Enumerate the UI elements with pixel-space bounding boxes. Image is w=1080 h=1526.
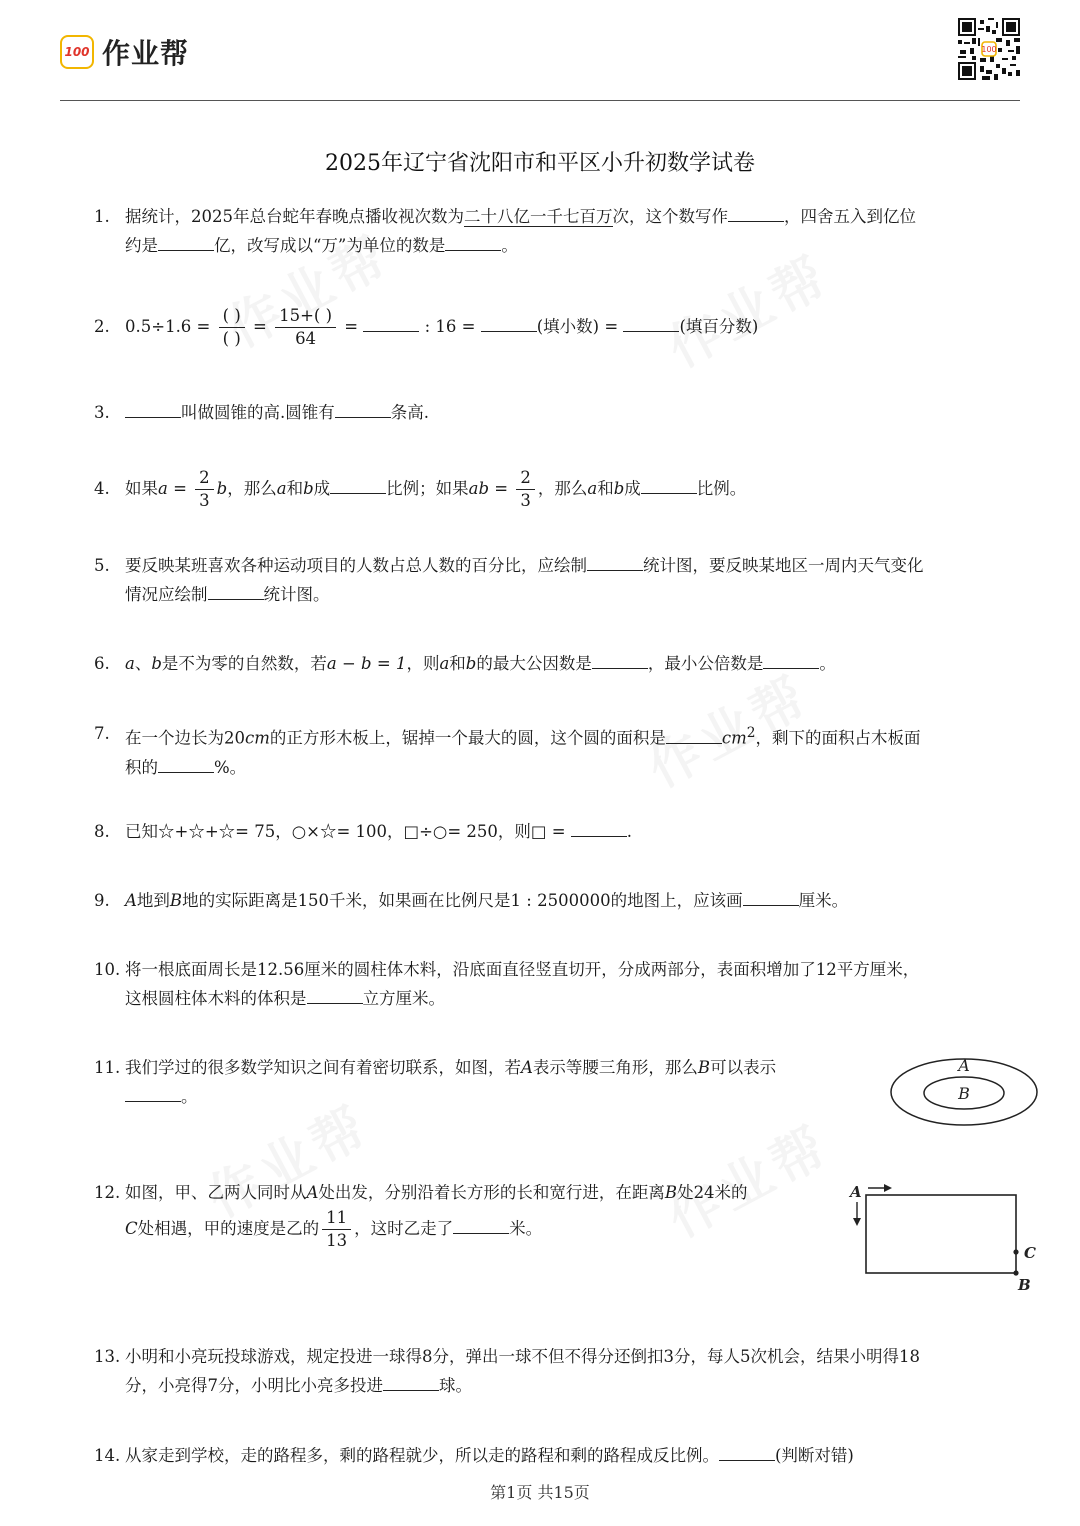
question-text: 小明和小亮玩投球游戏，规定投进一球得8分，弹出一球不但不得分还倒扣3分，每人5次机会，结果小明得18 [125,1347,920,1366]
answer-blank[interactable] [592,652,648,670]
question-number: 1. [94,207,110,226]
question-text: 的最大公因数是 [476,654,592,673]
fraction-numerator: 15+( ) [275,305,336,328]
question-3 [94,398,1044,427]
answer-blank[interactable] [208,583,264,601]
answer-blank[interactable] [453,1217,509,1235]
question-text: 。 [181,1087,198,1106]
question-text: 处相遇，甲的速度是乙的 [137,1219,320,1238]
answer-blank[interactable] [445,234,501,252]
fraction-numerator: 11 [322,1207,351,1230]
answer-blank[interactable] [719,1444,775,1462]
header-divider [60,100,1020,101]
fraction [322,1207,351,1252]
question-text: 地到 [136,891,170,910]
question-number: 13. [94,1347,121,1366]
question-text: (判断对错) [775,1446,854,1465]
brand-logo [60,32,189,72]
page-header [60,28,1020,102]
rectangle-path-diagram [846,1178,1046,1296]
question-7 [94,719,1044,782]
question-text: 和 [286,479,304,498]
question-13 [94,1342,1044,1400]
question-text: 地的实际距离是150千米，如果画在比例尺是1 : 2500000的地图上，应该画 [182,891,743,910]
answer-blank[interactable] [481,315,537,333]
unit: cm [721,728,747,748]
question-number: 5. [94,556,110,575]
variable: C [125,1219,138,1238]
variable: b [465,654,477,673]
question-text: ，剩下的面积占木板面 [755,728,921,748]
question-text: 和 [449,654,466,673]
question-text: 0.5÷1.6 = [125,317,211,336]
variable: B [169,891,183,910]
equals-sign: = [489,479,514,498]
variable: b [151,654,162,673]
variable: a [587,479,598,498]
variable: a [158,479,168,498]
nested-ellipses-diagram [886,1052,1042,1128]
answer-blank[interactable] [743,889,799,907]
answer-blank[interactable] [641,477,697,495]
question-text: %。 [214,757,247,777]
question-text: 比例。 [696,479,747,498]
answer-blank[interactable] [571,820,627,838]
answer-blank[interactable] [158,234,214,252]
question-text: 情况应绘制 [125,585,208,604]
question-text: 已知☆+☆+☆= 75，○×☆= 100，□÷○= 250，则□ = [125,822,566,841]
question-number: 10. [94,960,121,979]
point-label-c: C [1024,1244,1036,1262]
fraction-denominator: 13 [326,1231,348,1250]
question-text: 积的 [125,757,158,777]
question-text: ，这时乙走了 [354,1219,454,1238]
variable: a [125,654,135,673]
fraction [516,467,535,512]
question-text: 的正方形木板上，锯掉一个最大的圆，这个圆的面积是 [269,728,666,748]
question-number: 4. [94,479,110,498]
variable: a [276,479,287,498]
variable: A [125,891,137,910]
question-text: 处24米的 [677,1183,748,1202]
math-expression: a − b = 1 [326,654,407,673]
question-text: 要反映某班喜欢各种运动项目的人数占总人数的百分比，应绘制 [125,556,587,575]
point-label-a: A [850,1183,862,1201]
fraction-numerator: 2 [195,467,214,490]
qr-code-icon [958,18,1020,80]
question-text: 这根圆柱体木料的体积是 [125,989,307,1008]
variable: ab [468,479,490,498]
question-text: 米。 [509,1219,543,1238]
unit: cm [245,728,270,748]
fraction-denominator: 3 [199,491,210,510]
question-number: 8. [94,822,110,841]
answer-blank[interactable] [666,726,722,744]
question-text: 据统计，2025年总台蛇年春晚点播收视次数为 [125,207,464,226]
question-text: 如果 [125,479,158,498]
variable: a [439,654,450,673]
question-text: 成 [624,479,641,498]
question-text: ，那么 [227,479,277,498]
question-number: 6. [94,654,110,673]
question-text: 统计图。 [263,585,330,604]
variable: A [521,1058,533,1077]
question-number: 7. [94,724,110,743]
question-text: ，最小公倍数是 [647,654,764,673]
svg-text:100: 100 [981,45,997,54]
variable: b [613,479,625,498]
answer-blank[interactable] [335,401,391,419]
question-4 [94,462,1044,516]
question-text: 。 [819,654,836,673]
question-number: 12. [94,1183,121,1202]
equals-sign: = [167,479,193,498]
question-text: 次，这个数写作 [612,207,728,226]
question-number: 11. [94,1058,121,1077]
question-text: 可以表示 [710,1058,777,1077]
question-text: : 16 = [424,317,476,336]
question-text: ，则 [406,654,440,673]
question-14 [94,1441,1044,1470]
question-number: 3. [94,403,110,422]
answer-blank[interactable] [383,1374,439,1392]
equals-sign: = [253,317,267,336]
question-text: 立方厘米。 [362,989,445,1008]
separator: 、 [134,654,152,673]
page-number: 第1页 共15页 [490,1483,590,1502]
answer-blank[interactable] [587,554,643,572]
underlined-text: 二十八亿一千七百万 [464,207,613,226]
fraction [275,305,336,350]
equals-sign: = [344,317,359,336]
question-text: 统计图，要反映某地区一周内天气变化 [643,556,924,575]
answer-blank[interactable] [307,987,363,1005]
variable: B [697,1058,711,1077]
question-text: 如图，甲、乙两人同时从 [125,1183,307,1202]
question-text: 是不为零的自然数，若 [161,654,327,673]
question-text: 叫做圆锥的高.圆锥有 [181,403,335,422]
point-label-b: B [1018,1276,1031,1294]
set-label-b: B [958,1084,970,1103]
variable: b [303,479,314,498]
variable: B [664,1183,678,1202]
fraction-numerator: 2 [516,467,535,490]
question-text: 。 [501,236,518,255]
question-text: 处出发，分别沿着长方形的长和宽行进，在距离 [318,1183,665,1202]
question-text: (填小数) = [536,317,619,336]
question-text: 条高. [390,403,429,422]
question-11 [94,1053,884,1111]
question-10 [94,955,1044,1013]
question-1 [94,202,1044,260]
question-number: 14. [94,1446,121,1465]
answer-blank[interactable] [363,315,419,333]
question-text: 比例；如果 [386,479,469,498]
page-title: 2025年辽宁省沈阳市和平区小升初数学试卷 [325,151,755,176]
question-text: 亿，改写成以“万”为单位的数是 [214,236,446,255]
answer-blank[interactable] [763,652,819,670]
fraction-denominator: 3 [520,491,531,510]
question-6 [94,649,1044,678]
question-text: 将一根底面周长是12.56厘米的圆柱体木料，沿底面直径竖直切开，分成两部分，表面积增加了12平方厘米， [125,960,920,979]
superscript: 2 [746,725,756,741]
question-text: . [626,822,633,841]
answer-blank[interactable] [125,1085,181,1103]
fraction-denominator: 64 [295,329,317,348]
question-text: 在一个边长为20 [125,728,245,748]
question-9 [94,886,1044,915]
fraction-denominator: ( ) [222,329,241,348]
answer-blank[interactable] [158,755,214,773]
question-8 [94,817,1044,846]
fraction [219,305,245,350]
logo-badge-icon: 100 [60,35,94,69]
question-text: (填百分数) [679,317,759,336]
answer-blank[interactable] [728,205,784,223]
question-text: 约是 [125,236,158,255]
logo-text: 作业帮 [102,37,190,70]
question-text: 成 [313,479,331,498]
question-text: 分，小亮得7分，小明比小亮多投进 [125,1376,383,1395]
question-text: 从家走到学校，走的路程多，剩的路程就少，所以走的路程和剩的路程成反比例。 [125,1446,719,1465]
question-number: 9. [94,891,110,910]
question-text: 表示等腰三角形，那么 [532,1058,698,1077]
set-label-a: A [958,1056,970,1075]
fraction-numerator: ( ) [219,305,245,328]
answer-blank[interactable] [125,401,181,419]
question-12 [94,1178,854,1252]
fraction [195,467,214,512]
question-text: 和 [597,479,614,498]
question-text: ，那么 [537,479,588,498]
question-text: 厘米。 [798,891,849,910]
question-text: ，四舍五入到亿位 [784,207,916,226]
question-text: 我们学过的很多数学知识之间有着密切联系，如图，若 [125,1058,521,1077]
answer-blank[interactable] [623,315,679,333]
question-text: 球。 [439,1376,472,1395]
question-2 [94,300,1044,354]
answer-blank[interactable] [330,477,386,495]
question-number: 2. [94,317,110,336]
variable: b [216,479,228,498]
variable: A [306,1183,319,1202]
question-5 [94,551,1044,609]
